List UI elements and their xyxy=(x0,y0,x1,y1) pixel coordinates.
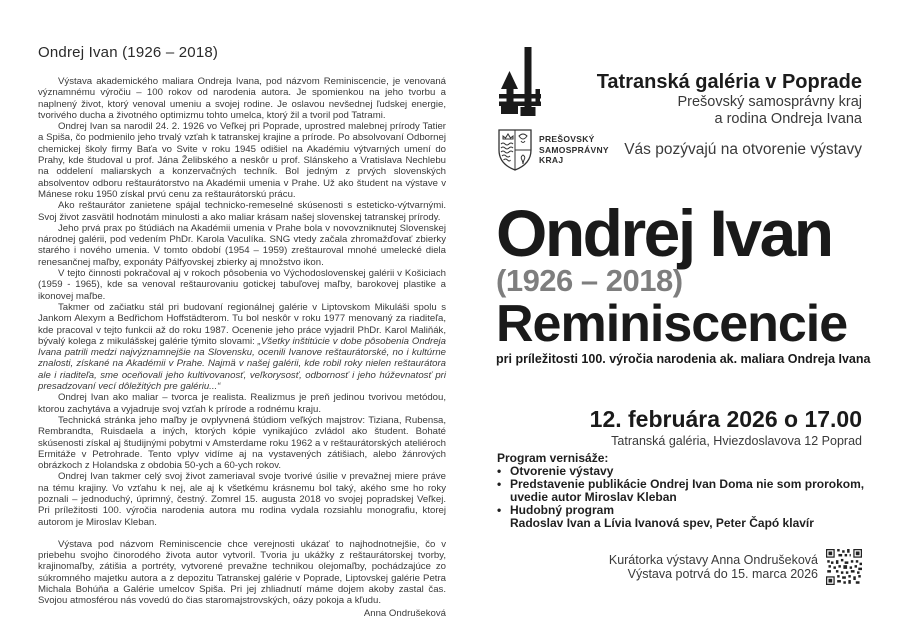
gallery-name: Tatranská galéria v Poprade xyxy=(596,71,862,93)
author-signature: Anna Ondrušeková xyxy=(363,607,446,619)
program-item-line: Otvorenie výstavy xyxy=(510,463,614,478)
program-block xyxy=(497,452,867,529)
program-item-2 xyxy=(497,478,867,504)
event-venue: Tatranská galéria, Hviezdoslavova 12 Poprad xyxy=(611,434,862,448)
psk-label-line-1: PREŠOVSKÝ xyxy=(539,134,595,145)
exhibition-name: Reminiscencie xyxy=(496,295,848,353)
right-header xyxy=(597,70,862,159)
bullet-icon: • xyxy=(497,502,502,517)
paragraph-5: V tejto činnosti pokračoval aj v rokoch pôsobenia vo Východoslovenskej galérii v Košiciach (1959 - 1965), kde sa venoval reštaurovaniu gotickej tabuľovej maľby, barokovej plastike a ikonovej maľbe. xyxy=(38,268,446,302)
program-item-line: Radoslav Ivan a Lívia Ivanová spev, Peter Čapó klavír xyxy=(510,515,814,530)
left-heading: Ondrej Ivan (1926 – 2018) xyxy=(38,44,219,61)
duration-line: Výstava potrvá do 15. marca 2026 xyxy=(627,566,818,581)
qr-code xyxy=(826,547,862,587)
program-item-line: Hudobný program xyxy=(510,502,614,517)
artist-name: Ondrej Ivan xyxy=(496,196,832,270)
program-item-line: Predstavenie publikácie Ondrej Ivan Doma nie som prorokom, xyxy=(510,476,865,491)
psk-logo-block xyxy=(497,128,609,172)
left-column xyxy=(38,44,446,619)
program-heading: Program vernisáže: xyxy=(497,451,609,465)
paragraph-8: Technická stránka jeho maľby je ovplyvnená štúdiom veľkých majstrov: Tiziana, Rubensa, Rembrandta, Ruisdaela a iných, ktorých kópie vynikajúco zvládol ako študent. Bohaté skúsenosti získal aj študijnými pobytmi v Amsterdame roku 1962 a v reštaurátorských ateliéroch Ermitáže v Petrohrade. Tento vplyv vidíme aj na vystavených zátišiach, alebo žánrových obrázkoch z Holandska z obdobia 50-ych a 60-ych rokov. xyxy=(38,414,446,472)
exhibition-subtitle: pri príležitosti 100. výročia narodenia ak. maliara Ondreja Ivana xyxy=(496,352,871,366)
exhibition-title-block xyxy=(496,196,871,366)
paragraph-7: Ondrej Ivan ako maliar – tvorca je realista. Realizmus je preň jedinou tvorivou metódou, ktorou zachytáva a vyjadruje svoj vzťah k prírode a rodnému kraju. xyxy=(38,392,446,415)
presov-region-coat-of-arms-icon xyxy=(497,128,533,172)
program-item-1 xyxy=(497,465,867,478)
paragraph-with-quote xyxy=(38,302,446,392)
footer-block xyxy=(609,547,862,587)
program-item-line: uvedie autor Miroslav Kleban xyxy=(510,489,677,504)
bullet-icon: • xyxy=(497,476,502,491)
paragraph-3: Ako reštaurátor zanietene spájal technicko-remeselné skúsenosti s esteticko-výtvarnými. Svoj život zasvätil hodnotám minulosti a ako maliar krásam našej slovenskej tatranskej prírody. xyxy=(38,200,446,223)
organizer-1: Prešovský samosprávny kraj xyxy=(677,94,862,110)
footer-text xyxy=(609,547,818,581)
paragraph-2: Ondrej Ivan sa narodil 24. 2. 1926 vo Veľkej pri Poprade, uprostred malebnej prírody Tatier a Spiša, čo podmienilo jeho trvalý vzťah k tatranskej krajine a prírode. Po absolvovaní Odbornej chemickej školy firmy Baťa vo Svite v roku 1945 odišiel na Akadémiu výtvarných umení do Prahy, kde študoval u prof. Jána Želibského a neskôr u prof. Slánskeho a Vratislava Nechlebu na oddelení maliarskych a konzervačných techník. Bol jedným z prvých slovenských absolventov odboru reštaurátorstvo na Akadémii umenia v Prahe. Už ako študent na výstave v Mánese roku 1950 získal prvú cenu za reštaurátorskú prácu. xyxy=(38,121,446,200)
bullet-icon: • xyxy=(497,463,502,478)
closing-paragraph: Výstava pod názvom Reminiscencie chce verejnosti ukázať to najhodnotnejšie, čo v priebehu svojho činorodého života autor vytvoril. Tvoria ju ukážky z reštaurátorskej tvorby, krajinomaľby, zátišia a portréty, vytvorené prevažne technikou olejomaľby, pochádzajúce zo súkromného majetku autora a z depozitu Tatranskej galérie v Poprade, Liptovskej galérie Petra Michala Bohúňa a Galérie umelcov Spiša. Pri jej zhliadnutí máme dojem akoby zastal čas. Svojou atmosférou nás vovedú do čias staromajstrovských, oázy pokoja a kľudu. xyxy=(38,538,446,607)
paragraph-1: Výstava akademického maliara Ondreja Ivana, pod názvom Reminiscencie, je venovaná významnému výročiu – 100 rokov od narodenia autora. Je spomienkou na jeho tvorbu a naplnený život, ktorý venoval umeniu a svojej rodine. Je oslavou nevšednej ľudskej energie, tvorivého ducha a životného optimizmu tohto umelca, ktorý žil a tvoril pod Tatrami. xyxy=(38,76,446,121)
event-block xyxy=(590,407,862,448)
tatranska-galeria-mark-icon xyxy=(493,44,545,122)
organizer-2: a rodina Ondreja Ivana xyxy=(714,111,862,127)
event-datetime: 12. februára 2026 o 17.00 xyxy=(589,406,862,432)
paragraph-9: Ondrej Ivan takmer celý svoj život zameriaval svoje tvorivé úsilie v prevažnej miere práve na tému krajiny. Vo vzťahu k nej, ale aj k všetkému krásnemu bol taký, akého sme ho roky poznali – jednoduchý, úprimný, čestný. Zomrel 15. augusta 2018 vo svojej popradskej Veľkej. Pri príležitosti 100. výročia narodenia autora mu rodina vydala rozsiahlu monografiu, ktorej autorom je Miroslav Kleban. xyxy=(38,471,446,528)
psk-label-line-3: KRAJ xyxy=(539,155,564,166)
curator-line: Kurátorka výstavy Anna Ondrušeková xyxy=(608,553,818,567)
paragraph-4: Jeho prvá prax po štúdiách na Akadémii umenia v Prahe bola v novovzniknutej Slovenskej národnej galérii, pod vedením PhDr. Karola Vaculíka. SNG vtedy začala zhromažďovať zbierky starého i nového umenia. V tomto období (1954 – 1959) zreštauroval mnohé umelecké diela renesančnej maľby, exponáty Pálfyovskej zbierky aj množstvo ikon. xyxy=(38,222,446,268)
invitation-line: Vás pozývajú na otvorenie výstavy xyxy=(624,141,862,158)
artist-years: (1926 – 2018) xyxy=(496,263,683,298)
psk-label-line-2: SAMOSPRÁVNY xyxy=(539,144,609,155)
quote-italic: „Všetky inštitúcie v dobe pôsobenia Ondreja Ivana patrili medzi najvýznamnejšie na Slovensku, ocenili Ivanove reštaurátorské, no i kultúrne znalosti, získané na Akadémii v Prahe. Najmä v našej galérii, kde robil roky nielen reštaurátora ale i riaditeľa, sme oceňovali jeho kultivovanosť, veľkorysosť, odbornosť i jeho húževnatosť pri presadzovaní vecí dôležitých pre galériu...“ xyxy=(38,335,446,393)
program-item-3 xyxy=(497,504,867,530)
quote-lead: Takmer od začiatku stál pri budovaní regionálnej galérie v Liptovskom Mikuláši spolu s Jankom Alexym a Bedřichom Hoffstädterom. Tu bol neskôr v roku 1977 menovaný za riaditeľa, kde pracoval v tejto funkcii až do roku 1987. Ocenenie jeho práce vyjadril PhDr. Karol Maliňák, bývalý kolega z mikulášskej galérie týmito slovami: xyxy=(38,301,446,347)
